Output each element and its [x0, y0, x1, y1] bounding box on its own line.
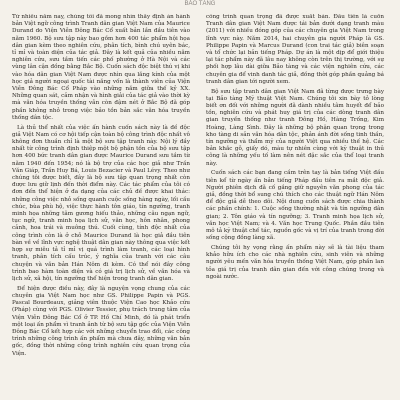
paragraph: Cuốn sách các bạn đang cầm trên tay là bản tiếng Việt đầu tiên kể từ ngày ấn bản tiếng Pháp đầu tiên ra mắt độc giả. Người phiên dịch đã cố gắng giữ nguyên văn phong của tác giả, đồng thời bổ sung chú thích cho các thuật ngữ Hán Nôm để độc giả dễ theo dõi. Nội dung cuốn sách được chia thành các phần chính: 1. Cuộc sống thường nhật và tín ngưỡng dân gian; 2. Tôn giáo và tín ngưỡng; 3. Tranh minh họa lịch sử, văn học Việt Nam; và 4. Văn học Trung Quốc. Phần đầu tiên mô tả kỹ thuật chế tác, nguồn gốc và vị trí của tranh trong đời sống cộng đồng làng xã. — [206, 170, 384, 242]
paragraph: Bộ sưu tập tranh dân gian Việt Nam đã từng được trưng bày tại Bảo tàng Mỹ thuật Việt Nam. Chúng tôi xin bày tỏ lòng biết ơn đối với những người đã dành nhiều tâm huyết để bảo tồn, nghiên cứu và phát huy giá trị của các dòng tranh dân gian truyền thống như tranh Đông Hồ, Hàng Trống, Kim Hoàng, Làng Sình. Đây là những bộ phận quan trọng trong kho tàng di sản văn hóa dân tộc, phản ánh đời sống tinh thần, tín ngưỡng và thẩm mỹ của người Việt qua nhiều thế hệ. Các bản khắc gỗ, giấy dó, màu tự nhiên cùng với kỹ thuật in thủ công là những yếu tố làm nên nét đặc sắc của thể loại tranh này. — [206, 88, 384, 167]
paragraph: Từ nhiều năm nay, chúng tôi đã mong nhìn thấy định án hành bản Việt ngữ công trình Tranh dân gian Việt Nam của Maurice Durand do Viện Viễn Đông Bác Cổ xuất bản lần đầu tiên vào năm 1960. Bộ sưu tập này bao gồm hơn 400 tác phẩm hội họa dân gian kèm theo nghiên cứu, phân tích, bình chú uyên bác, tỉ mỉ và toàn diện của tác giả. Đây là kết quả của nhiều năm nghiên cứu, sưu tầm tiến các phố phường ở Hà Nội và các vùng lân cận đồng bằng Bắc Bộ. Cuốn sách độc biệt thú vị khi vào hóa dân gian Việt Nam được nhìn qua lăng kính của một học giả người ngoại quốc tài năng vốn là thành viên của Viện Viễn Đông Bác Cổ Pháp vào những năm giữa thế kỷ XX. Những quan sát, cảm nhận và hình giải của tác giả vào thời kỳ mà văn hóa truyền thống vẫn còn đậm nét ở Bắc Bộ đã góp phần không nhỏ trong việc bảo tồn bản sắc văn hóa truyền thống dân tộc. — [12, 14, 190, 121]
paragraph: Chúng tôi hy vọng rằng ấn phẩm này sẽ là tài liệu tham khảo hữu ích cho các nhà nghiên cứu, sinh viên và những người yêu mến văn hóa truyền thống Việt Nam, góp phần lan tỏa giá trị của tranh dân gian đến với công chúng trong và ngoài nước. — [206, 245, 384, 280]
left-column — [12, 14, 190, 400]
paragraph: Để hiện được điều này, đây là nguyện vọng chung của các chuyên gia Việt Nam học như GS. Philippe Papin và PGS. Pascal Bourdeaux, giảng viên thuộc Viện Cao học Khảo cứu (Pháp) cùng với PGS. Olivier Tessier, phụ trách trung tâm của Viện Viễn Đông Bác Cổ ở TP. Hồ Chí Minh, đó là phát triển một loại ấn phẩm vì tranh ảnh từ bộ sưu tập gốc của Viện Viễn Đông Bác Cổ kết hợp các với những chuyển trao đổi, các công trình những công trình ấn phẩm mà chưa đây, những văn bản gốc, đồng thời những công trình nghiên cứu quan trọng của Viện. — [12, 285, 190, 357]
running-header: BẢO TÀNG — [184, 1, 216, 7]
paragraph: Là thủ thể nhất của việc ấn hành cuốn sách này là đề độc giả Việt Nam có cơ hội tiếp cận toàn bộ công trình độc nhất vô không đơn thuần chỉ là một bộ sưu tập tranh này. Nội lý đầy nhất từ công trình định thiệp một bộ phận tồn của bộ sưu tập hơn 400 bức tranh dân gian được Maurice Durand sưu tầm từ năm 1940 đến 1954; nó là bộ trợ của các học giả như Trần Văn Giáp, Trần Huy Bá, Louis Bezacier và Paul Lévy. Theo như chúng tôi được biết, đây là bộ sưu tập quan trọng nhất còn được lưu giữ lịnh đến thời điểm này. Các tác phẩm của tôi có đơn đến thể hiện ở đa dạng của các chủ đề được khai thác: những công việc nhỏ sống quanh cuộc sống hàng ngày, lối cầu chúc, bùa phù hộ, việc thực hành tôn giáo, tín ngưỡng, tranh minh họa những tâm gương hiếu thảo, những câu ngạn ngữ, tục ngữ, tranh minh họa lịch sử, văn học, hôn nhân, phong cảnh, hoa trái và muông thú. Cuối cùng, tính độc nhất của công trình còn là ở chỗ Maurice Durand là học giả đầu tiên bàn về về lĩnh vực nghệ thuật dân gian này thông qua việc kết hợp sự miêu tả tỉ mỉ vị quá trình làm tranh, các loại hình tranh, phân tích cấu trúc, ý nghĩa của tranh với các câu chuyện và văn bản Hán Nôm đi kèm. Có thể nói đây công trình bao hàm toàn diện và có giá trị lịch sử, về văn hóa và lịch sử, xã hội, tín ngưỡng thể hiện trong tranh dân gian. — [12, 124, 190, 282]
paragraph: công trình quan trọng đã được xuất bản. Đầu tiên là cuốn Tranh dân gian Việt Nam được tái bản dưới dạng tranh màu (2011) với nhiều đóng góp của các chuyên gia Việt Nam trong lĩnh vực này. Năm 2014, hai chuyên gia người Pháp là GS. Philippe Papin và Marcus Durand (con trai tác giả) biên soạn và tổ chức lại bản tiếng Pháp. Dự án là một dịp để giới thiệu lại tác phẩm này đã lâu nay không còn trên thị trường, với sự phối hợp lâu dài giữa Bảo tàng và các viện nghiên cứu, các chuyên gia để vinh danh tác giả, đồng thời góp phần quảng bá tranh dân gian tới người xem. — [206, 14, 384, 85]
right-column — [206, 14, 384, 400]
